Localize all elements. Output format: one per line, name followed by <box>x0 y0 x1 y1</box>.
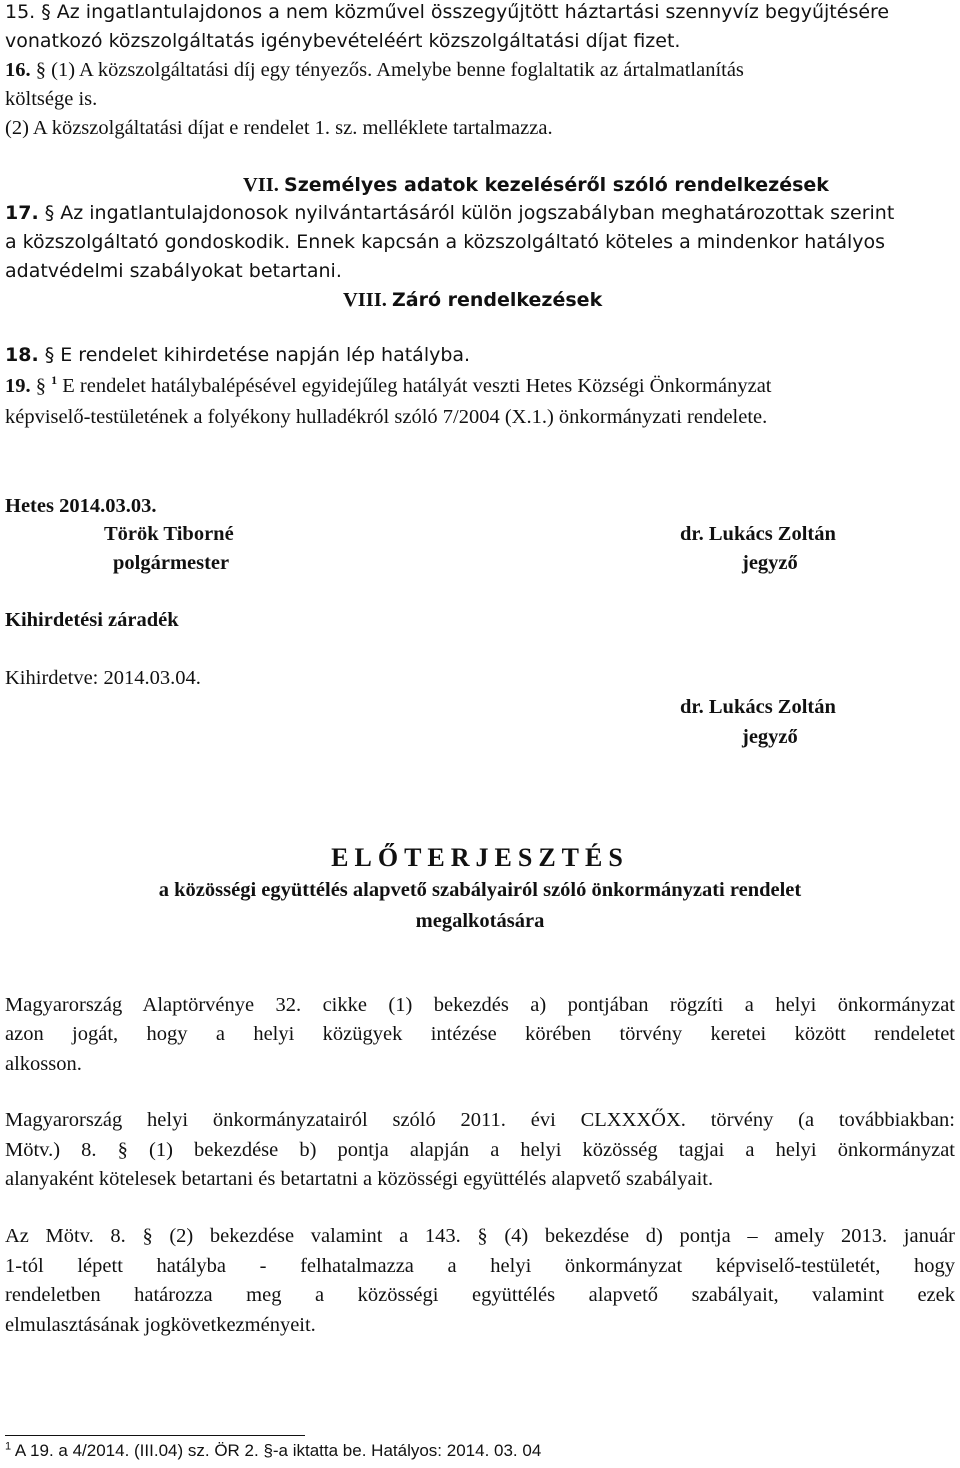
para-3-line-1: Az Mötv. 8. § (2) bekezdése valamint a 143. § (4) bekezdése d) pontja – amely 2013. január <box>5 1225 955 1247</box>
paragraph-16-line-3: (2) A közszolgáltatási díjat e rendelet 1. sz. melléklete tartalmazza. <box>5 117 553 139</box>
signer-1-name: Török Tiborné <box>104 523 234 545</box>
paragraph-19-line-2: képviselő-testületének a folyékony hulladékról szóló 7/2004 (X.1.) önkormányzati rendelete. <box>5 406 768 428</box>
signer-3-title: jegyző <box>742 726 798 748</box>
paragraph-19-line-1: 19. § $^1$ E rendelet hatálybalépésével egyidejűleg hatályát veszti Hetes Községi Önkormányzat <box>5 373 772 397</box>
section-7-heading: VII. Személyes adatok kezeléséről szóló rendelkezések <box>243 174 829 196</box>
para-2-line-1: Magyarország helyi önkormányzatairól szóló 2011. évi CLXXXŐX. törvény (a továbbiakban: <box>5 1109 955 1131</box>
paragraph-17-line-2: a közszolgáltató gondoskodik. Ennek kapcsán a közszolgáltató köteles a mindenkor hatályos <box>5 231 886 253</box>
para-3-line-4: elmulasztásának jogkövetkezményeit. <box>5 1314 316 1336</box>
signer-2-title: jegyző <box>742 552 798 574</box>
clause-heading: Kihirdetési záradék <box>5 609 179 631</box>
para-3-line-2: 1-tól lépett hatályba - felhatalmazza a helyi önkormányzat képviselő-testületét, hogy <box>5 1255 955 1277</box>
para-1-line-3: alkosson. <box>5 1053 82 1075</box>
footnote: $^1$ A 19. a 4/2014. (III.04) sz. ÖR 2. §-a iktatta be. Hatályos: 2014. 03. 04 <box>5 1440 542 1460</box>
paragraph-15-line-2: vonatkozó közszolgáltatás igénybevételéért közszolgáltatási díjat fizet. <box>5 30 681 52</box>
para-1-line-2: azon jogát, hogy a helyi közügyek intézése körében törvény keretei között rendeletet <box>5 1023 955 1045</box>
paragraph-16-line-1: 16. § (1) A közszolgáltatási díj egy tényezős. Amelybe benne foglaltatik az ártalmatlanítás <box>5 59 744 81</box>
proposal-title: ELŐTERJESZTÉS <box>331 843 629 872</box>
clause-date: Kihirdetve: 2014.03.04. <box>5 667 201 689</box>
signer-1-title: polgármester <box>113 552 230 574</box>
signer-3-name: dr. Lukács Zoltán <box>680 696 836 718</box>
para-3-line-3: rendeletben határozza meg a közösségi együttélés alapvető szabályait, valamint ezek <box>5 1284 955 1306</box>
paragraph-17-line-3: adatvédelmi szabályokat betartani. <box>5 260 342 282</box>
para-2-line-3: alanyaként kötelesek betartani és betartatni a közösségi együttélés alapvető szabályait. <box>5 1168 714 1190</box>
footnote-rule <box>5 1435 305 1436</box>
paragraph-15-line-1: 15. § Az ingatlantulajdonos a nem közművel összegyűjtött háztartási szennyvíz begyűjtésére <box>5 1 890 23</box>
signer-2-name: dr. Lukács Zoltán <box>680 523 836 545</box>
paragraph-17-line-1: 17. § Az ingatlantulajdonosok nyilvántartásáról külön jogszabályban meghatározottak szerint <box>5 202 895 224</box>
para-2-line-2: Mötv.) 8. § (1) bekezdése b) pontja alapján a helyi közösség tagjai a helyi önkormányzat <box>5 1139 955 1161</box>
place-date: Hetes 2014.03.03. <box>5 495 157 517</box>
paragraph-18: 18. § E rendelet kihirdetése napján lép hatályba. <box>5 344 471 366</box>
paragraph-16-line-2: költsége is. <box>5 88 98 110</box>
proposal-subtitle-line-1: a közösségi együttélés alapvető szabályairól szóló önkormányzati rendelet <box>158 879 802 901</box>
proposal-subtitle-line-2: megalkotására <box>415 910 545 932</box>
section-8-heading: VIII. Záró rendelkezések <box>343 289 603 311</box>
para-1-line-1: Magyarország Alaptörvénye 32. cikke (1) bekezdés a) pontjában rögzíti a helyi önkormányzat <box>5 994 955 1016</box>
